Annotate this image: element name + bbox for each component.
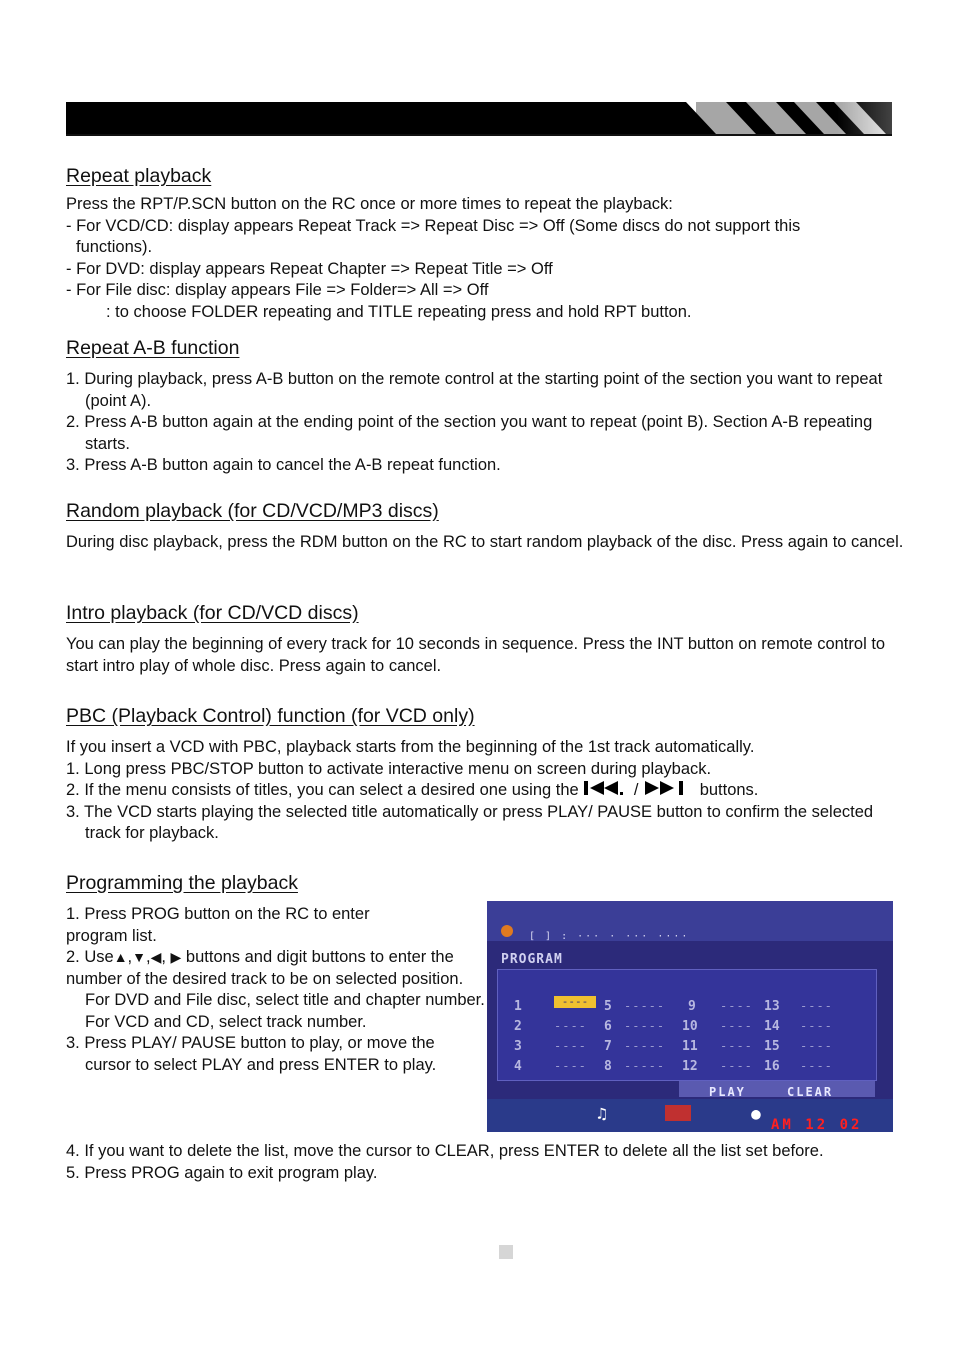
pbc-text: buttons. xyxy=(699,781,759,799)
video-icon: ● xyxy=(751,1104,761,1123)
section-title: Programming the playback xyxy=(66,872,298,894)
slot-number: 1 xyxy=(514,999,522,1014)
paragraph: 1. Long press PBC/STOP button to activate interactive menu on screen during playback. xyxy=(66,759,712,778)
paragraph: You can play the beginning of every track for 10 seconds in sequence. Press the INT button on remote control to start intro play of whole disc. Press again to cancel. xyxy=(66,635,886,675)
section-programming-cont xyxy=(66,1141,906,1184)
slot-number: 4 xyxy=(514,1059,522,1074)
photo-icon xyxy=(665,1105,691,1121)
slot-number: 14 xyxy=(764,1019,780,1034)
list-item: 2. Press A-B button again at the ending point of the section you want to repeat (point B). Section A-B repeating starts. xyxy=(66,413,873,453)
paragraph: Press the RPT/P.SCN button on the RC once or more times to repeat the playback: xyxy=(66,195,673,213)
paragraph: For VCD and CD, select track number. xyxy=(85,1012,367,1031)
paragraph: - For VCD/CD: display appears Repeat Track => Repeat Disc => Off (Some discs do not support this xyxy=(66,216,801,235)
slot-dash: ---- xyxy=(554,1019,587,1033)
slot-number: 12 xyxy=(682,1059,698,1074)
paragraph: functions). xyxy=(76,238,153,256)
slot-number: 5 xyxy=(604,999,612,1014)
play-button: PLAY xyxy=(709,1085,746,1099)
selected-slot: ---- xyxy=(554,996,596,1008)
program-list-panel xyxy=(497,969,877,1081)
slot-dash: ---- xyxy=(800,1019,833,1033)
slot-dash: ---- xyxy=(720,1059,753,1073)
slot-dash: ---- xyxy=(800,1059,833,1073)
section-intro-playback xyxy=(66,601,906,677)
paragraph: For DVD and File disc, select title and chapter number. xyxy=(85,991,485,1009)
slot-number: 7 xyxy=(604,1039,612,1054)
section-title: Repeat A-B function xyxy=(66,337,240,359)
paragraph: If you insert a VCD with PBC, playback starts from the beginning of the 1st track automatically. xyxy=(66,738,755,756)
slot-number: 15 xyxy=(764,1039,780,1054)
section-pbc xyxy=(66,704,906,845)
paragraph: : to choose FOLDER repeating and TITLE repeating press and hold RPT button. xyxy=(106,302,692,321)
slot-dash: ---- xyxy=(800,1039,833,1053)
slot-dash: ----- xyxy=(624,1039,666,1053)
list-item: 1. Press PROG button on the RC to enter program list. xyxy=(66,905,370,945)
section-title: Random playback (for CD/VCD/MP3 discs) xyxy=(66,500,439,522)
slot-number: 10 xyxy=(682,1019,698,1034)
list-item: 4. If you want to delete the list, move the cursor to CLEAR, press ENTER to delete all the list set before. xyxy=(66,1142,824,1160)
list-item: 5. Press PROG again to exit program play. xyxy=(66,1163,378,1182)
slot-dash: ----- xyxy=(624,999,666,1013)
arrow-right-icon: ▶ xyxy=(170,949,182,965)
slot-dash: ---- xyxy=(554,1059,587,1073)
slot-number: 2 xyxy=(514,1019,522,1034)
paragraph xyxy=(66,780,906,802)
list-item: 2. Use▲,▼,◀, ▶ buttons and digit buttons to enter the number of the desired track to be on selected position. xyxy=(66,948,464,988)
section-title: PBC (Playback Control) function (for VCD only) xyxy=(66,705,475,727)
music-icon: ♫ xyxy=(597,1104,607,1123)
prog-text: 2. Use xyxy=(66,948,114,966)
paragraph: - For DVD: display appears Repeat Chapter => Repeat Title => Off xyxy=(66,259,553,278)
slot-number: 8 xyxy=(604,1059,612,1074)
clear-button: CLEAR xyxy=(787,1085,834,1099)
slot-number: 3 xyxy=(514,1039,522,1054)
section-title: Repeat playback xyxy=(66,165,212,187)
list-item: 3. Press A-B button again to cancel the A-B repeat function. xyxy=(66,456,501,474)
page-marker xyxy=(499,1245,513,1259)
slot-number: 9 xyxy=(688,999,696,1014)
section-random-playback xyxy=(66,499,906,554)
skip-prev-icon xyxy=(583,780,629,796)
paragraph: - For File disc: display appears File => Folder=> All => Off xyxy=(66,281,489,299)
program-screen-photo xyxy=(487,901,893,1132)
arrow-down-icon: ▼ xyxy=(132,949,146,965)
screen-title: PROGRAM xyxy=(501,952,563,967)
section-title: Intro playback (for CD/VCD discs) xyxy=(66,602,359,624)
slot-dash: ---- xyxy=(720,999,753,1013)
slot-dash: ---- xyxy=(554,1039,587,1053)
arrow-up-icon: ▲ xyxy=(113,949,128,965)
slot-dash: ---- xyxy=(800,999,833,1013)
list-item: 3. Press PLAY/ PAUSE button to play, or move the cursor to select PLAY and press ENTER to play. xyxy=(66,1034,437,1074)
slot-number: 11 xyxy=(682,1039,698,1054)
slot-dash: ---- xyxy=(720,1019,753,1033)
slot-number: 6 xyxy=(604,1019,612,1034)
separator: / xyxy=(633,781,639,799)
disc-icon xyxy=(501,925,513,937)
prog-text: buttons and digit buttons to enter the number of the desired track to be on selected position. xyxy=(66,948,464,988)
paragraph: During disc playback, press the RDM button on the RC to start random playback of the disc. Press again to cancel. xyxy=(66,533,904,551)
header-bar xyxy=(66,102,892,136)
slot-number: 16 xyxy=(764,1059,780,1074)
arrow-left-icon: ◀ xyxy=(150,949,162,965)
section-programming xyxy=(66,871,486,1076)
section-repeat-playback xyxy=(66,164,906,323)
screen-info-text: [ ] : ··· · ··· ···· xyxy=(529,931,690,942)
slot-dash: ---- xyxy=(720,1039,753,1053)
slot-dash: ----- xyxy=(624,1019,666,1033)
list-item: 3. The VCD starts playing the selected title automatically or press PLAY/ PAUSE button to confirm the selected track for playback. xyxy=(66,802,874,842)
slot-number: 13 xyxy=(764,999,780,1014)
screen-clock: AM 12 02 xyxy=(771,1117,863,1132)
skip-next-icon xyxy=(643,780,695,796)
list-item: 1. During playback, press A-B button on the remote control at the starting point of the section you want to repeat (point A). xyxy=(66,370,883,410)
slot-dash: ----- xyxy=(624,1059,666,1073)
pbc-text: 2. If the menu consists of titles, you can select a desired one using the xyxy=(66,781,579,799)
section-repeat-ab xyxy=(66,336,906,477)
